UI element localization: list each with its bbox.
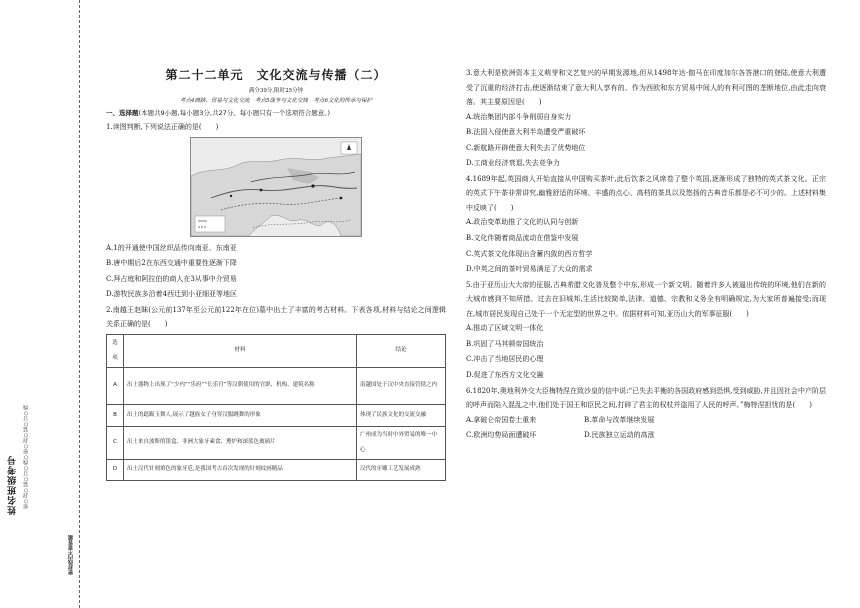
right-column [466, 66, 826, 444]
question-3-option-a[interactable]: A.统治集团内部斗争削弱自身实力 [466, 112, 572, 121]
table-header-conclusion: 结论 [357, 334, 446, 367]
table-cell-option: A [107, 367, 124, 404]
table-cell-conclusion: 体现了民族文化的交流交融 [357, 404, 446, 426]
question-1-option-a[interactable]: A.1的开通使中国丝织品传向南亚、东南亚 [106, 243, 237, 252]
question-3-option-d[interactable]: D.工商业经济衰退,失去竞争力 [466, 159, 560, 168]
question-4-option-d[interactable]: D.中英之间的茶叶贸易满足了大众的需求 [466, 265, 593, 274]
question-3-option-b[interactable]: B.法国入侵使意大利半岛遭受严重破坏 [466, 128, 586, 137]
page-title: 第二十二单元 文化交流与传播（二） [165, 68, 387, 82]
question-5-option-c[interactable]: C.冲击了当地居民的心理 [466, 355, 544, 364]
table-cell-conclusion: 广州成为当时中外贸易的唯一中心 [357, 426, 446, 459]
question-5-option-d[interactable]: D.促进了东西方文化交融 [466, 371, 544, 380]
question-4-option-b[interactable]: B.文化伴随着商品流动在借鉴中发展 [466, 233, 579, 242]
table-cell-material: 出土的跽踞玉舞人,展示了越族女子身穿汉服跳舞的形象 [124, 404, 357, 426]
question-4-option-c[interactable]: C.英式茶文化体现出含蓄内敛的西方哲学 [466, 249, 593, 258]
question-4-option-a[interactable]: A.政治变革助推了文化的认同与创新 [466, 218, 579, 227]
question-6-option-c[interactable]: C.欧洲均势局面遭破坏 [466, 431, 537, 440]
question-5-stem: 5.由于亚历山大大帝的征服,古典希腊文化普及整个中东,形成一个新文明。随着许多人被逼出传统的环境,他们在新的大城市感到不知所措。过去在旧城邦,生活比较简单,法律、道德、宗教和义务全有明确规定,为大家所普遍接受;而现在,城市居民发现自己处于一个无定型的世界之中。依据材料可知,亚历山大的军事征服( ) [466, 280, 826, 318]
section-instruction: (本题共9小题,每小题3分,共27分。每小题只有一个选项符合题意。) [138, 109, 330, 117]
question-4-stem: 4.1689年起,英国商人开始直接从中国购买茶叶,此后饮茶之风席卷了整个英国,逐渐形成了独特的英式茶文化。正宗的英式下午茶非常讲究,幽雅舒适的环境、丰盛的点心、高档的茶具以及悠扬的古典音乐都是必不可少的。上述材料集中反映了( ) [466, 174, 826, 212]
left-column [106, 66, 446, 481]
question-6-option-b[interactable]: B.革命与改革继续发展 [584, 415, 655, 424]
name-class-id-label: 姓名班级考号 [8, 455, 18, 515]
question-5-option-b[interactable]: B.巩固了马其顿帝国统治 [466, 339, 544, 348]
section-heading-line [106, 107, 446, 120]
topics-line: 考点4商路、贸易与文化交流 考点5战争与文化交锋 考点6文化的传承与保护 [179, 98, 372, 104]
binding-strip [0, 0, 98, 608]
table-cell-material: 出土器物上出现了“少内”“乐府”“长乐宫”等汉朝使用的官职、机构、建筑名称 [124, 367, 357, 404]
table-row[interactable] [107, 367, 446, 404]
silk-road-map [190, 137, 362, 237]
question-6-options-row-2 [466, 428, 826, 444]
question-2-table [106, 334, 446, 481]
binding-dashed-line [79, 0, 80, 608]
seal-notice-label: 密封线内不要答题 [68, 535, 74, 575]
table-row[interactable] [107, 404, 446, 426]
question-1-option-c[interactable]: C.拜占庭和阿拉伯的商人在3从事中介贸易 [106, 274, 237, 283]
table-cell-material: 出土汉代针刻填色的象牙卮,是我国考古首次发现的针刻纹画精品 [124, 459, 357, 480]
question-1-stem: 1.读图判断,下列说法正确的是( ) [106, 123, 219, 131]
table-cell-option: B [107, 404, 124, 426]
table-row[interactable] [107, 426, 446, 459]
question-1-options [106, 241, 446, 303]
question-6-option-a[interactable]: A.拿破仑帝国卷土重来 [466, 415, 537, 424]
table-row[interactable] [107, 459, 446, 480]
table-header-option: 选项 [107, 334, 124, 367]
score-time-info: 满分39分,限时25分钟 [248, 88, 304, 94]
question-1-option-d[interactable]: D.游牧民族多沿着4西迁到小亚细亚等地区 [106, 290, 238, 299]
seal-line-label: 密○封○装○订○线○密○封○装○订○线 [23, 405, 29, 509]
table-cell-conclusion: 南越国处于汉中央直接管辖之内 [357, 367, 446, 404]
question-6-options-row-1 [466, 413, 826, 429]
table-header-material: 材料 [124, 334, 357, 367]
question-6-option-d[interactable]: D.民族独立运动的高涨 [584, 431, 655, 440]
question-6-stem: 6.1820年,奥地利外交大臣梅特涅在致沙皇的信中说:“已失去平衡的各国政府感到恐惧,受到威胁,并且因社会中产阶层的呼声而陷入混乱之中,他们处于国王和臣民之间,打碎了君主的权杖并盗用了人民的呼声。”梅特涅担忧的是( ) [466, 386, 826, 410]
table-cell-material: 出土来自波斯的银盒、非洲大象牙素食、熏炉和深蓝色玻璃片 [124, 426, 357, 459]
table-cell-option: C [107, 426, 124, 459]
section-heading: 一、选择题 [106, 109, 139, 117]
table-cell-option: D [107, 459, 124, 480]
table-header-row [107, 334, 446, 367]
question-3-option-c[interactable]: C.新航路开辟使意大利失去了优势地位 [466, 143, 586, 152]
question-5-option-a[interactable]: A.推动了区域文明一体化 [466, 324, 544, 333]
question-3-stem: 3.意大利是欧洲资本主义萌芽和文艺复兴的早期发源地,但从1498年达·伽马在印度加尔各答港口的登陆,使意大利遭受了沉重的经济打击,使逐渐结束了意大利人享有的、作为西欧和东方贸易中间人的有利可图的垄断地位,由此走向衰落。其主要原因是( ) [466, 69, 826, 106]
question-1-option-b[interactable]: B.唐中期后2在东西交通中重要性逐渐下降 [106, 259, 237, 268]
table-cell-conclusion: 汉代的牙雕工艺发展成熟 [357, 459, 446, 480]
map-graphic [191, 138, 361, 236]
question-2-stem: 2.南越王赵眜(公元前137年至公元前122年在位)墓中出土了丰富的考古材料。下表各项,材料与结论之间逻辑关系正确的是( ) [106, 305, 446, 329]
